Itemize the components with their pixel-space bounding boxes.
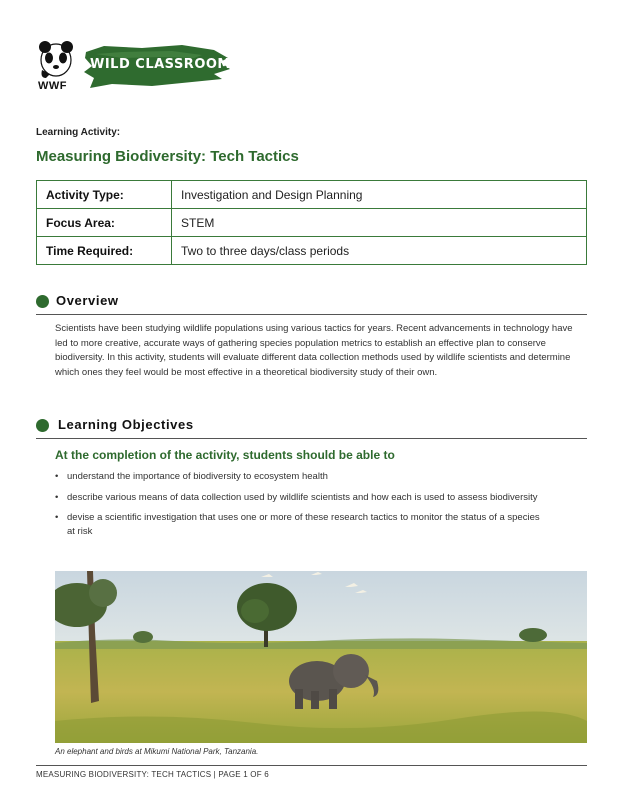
page-footer: MEASURING BIODIVERSITY: TECH TACTICS | PAGE 1 OF 6 — [36, 770, 269, 779]
bullet-icon: • — [55, 471, 59, 482]
wild-classroom-wordmark: WILD CLASSROOM — [90, 57, 231, 72]
objective-text: describe various means of data collection used by wildlife scientists and how each is used to assess biodiversity — [67, 491, 538, 503]
list-item — [55, 491, 585, 505]
list-item — [55, 511, 585, 538]
time-required-key: Time Required: — [37, 237, 172, 265]
table-row — [37, 181, 587, 209]
activity-type-value: Investigation and Design Planning — [172, 181, 587, 209]
elephant-savanna-photo — [55, 571, 587, 743]
table-row — [37, 209, 587, 237]
list-item — [55, 470, 585, 484]
photo-caption: An elephant and birds at Mikumi National Park, Tanzania. — [55, 747, 259, 756]
bullet-icon: • — [55, 512, 59, 523]
green-dot-icon — [36, 295, 49, 308]
bullet-icon: • — [55, 491, 59, 503]
green-dot-icon — [36, 419, 49, 432]
wwf-wild-classroom-logo — [36, 40, 236, 100]
page-title: Measuring Biodiversity: Tech Tactics — [36, 148, 299, 165]
activity-type-key: Activity Type: — [37, 181, 172, 209]
time-required-value: Two to three days/class periods — [172, 237, 587, 265]
overview-section-heading — [36, 292, 587, 315]
activity-info-table — [36, 180, 587, 265]
overview-paragraph: Scientists have been studying wildlife populations using various tactics for years. Recent advancements in technology have led to more creative, accurate ways of gathering species population metrics to establish an effective plan to conserve biodiversity. In this activity, students will evaluate different data collection methods used by wildlife scientists and determine which ones they feel would be most effective in a theoretical biodiversity study of their own. — [55, 323, 573, 378]
objectives-subheading: At the completion of the activity, students should be able to — [55, 448, 395, 462]
objective-text: devise a scientific investigation that uses one or more of these research tactics to monitor the status of a species at risk — [67, 512, 540, 537]
objectives-section-heading — [36, 416, 587, 439]
focus-area-key: Focus Area: — [37, 209, 172, 237]
footer-divider — [36, 765, 587, 766]
wwf-wordmark: WWF — [38, 80, 67, 92]
overview-heading: Overview — [56, 293, 119, 308]
objectives-list — [55, 470, 585, 545]
focus-area-value: STEM — [172, 209, 587, 237]
objectives-heading: Learning Objectives — [58, 417, 194, 432]
table-row — [37, 237, 587, 265]
objective-text: understand the importance of biodiversity to ecosystem health — [67, 471, 328, 482]
learning-activity-label: Learning Activity: — [36, 127, 121, 138]
